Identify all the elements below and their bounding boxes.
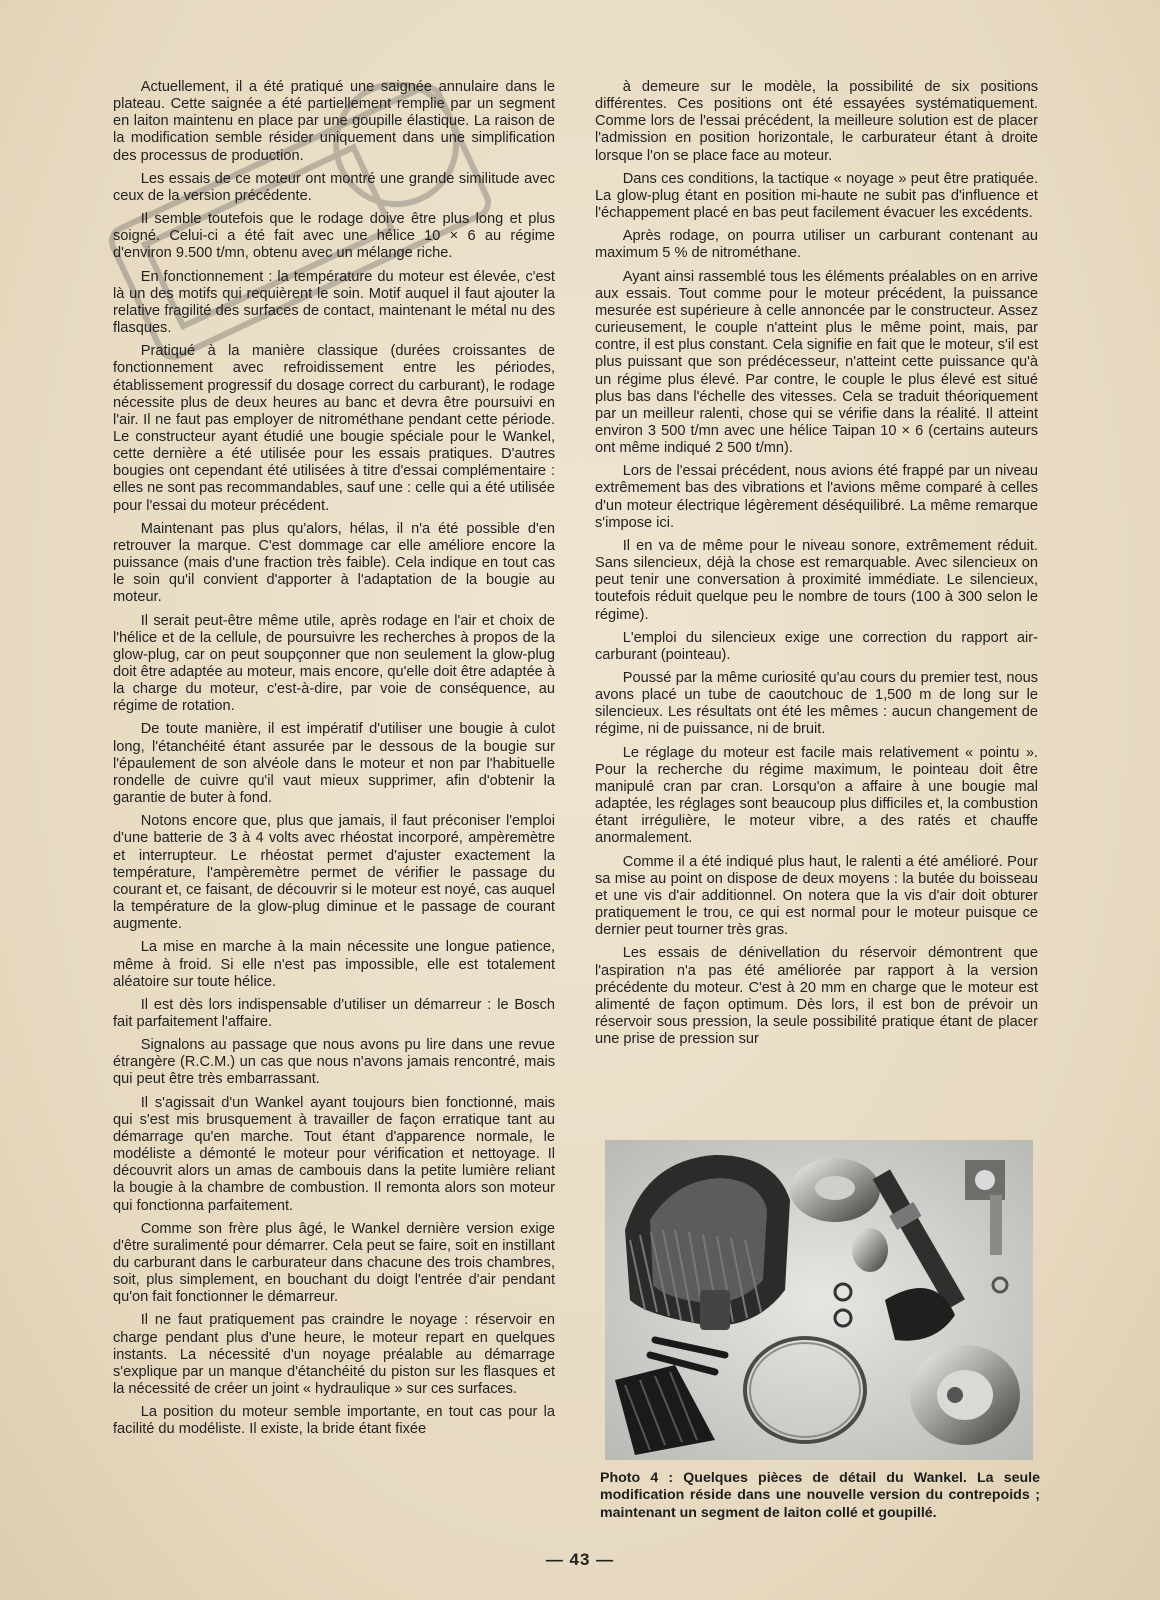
paragraph: Maintenant pas plus qu'alors, hélas, il n'a été possible d'en retrouver la marque. C'est dommage car elle améliore encore la puissance (mais d'une fraction très faible). Cela indique en tout cas le soin qu'il convient d'apporter à l'adaptation de la bougie au moteur.: [113, 520, 555, 606]
paragraph: Il est dès lors indispensable d'utiliser un démarreur : le Bosch fait parfaitement l'affaire.: [113, 996, 555, 1030]
paragraph: Il semble toutefois que le rodage doive être plus long et plus soigné. Celui-ci a été fait avec une hélice 10 × 6 au régime d'environ 9.500 t/mn, obtenu avec un mélange riche.: [113, 211, 555, 262]
photo-caption: Photo 4 : Quelques pièces de détail du Wankel. La seule modification réside dans une nouvelle version du contrepoids ; maintenant un segment de laiton collé et goupillé.: [600, 1470, 1040, 1521]
paragraph: Le réglage du moteur est facile mais relativement « pointu ». Pour la recherche du régime maximum, le pointeau doit être manipulé cran par cran. Lorsqu'on a affaire à une bougie mal adaptée, les réglages sont beaucoup plus difficiles et, la combustion étant irrégulière, le moteur vibre, a des ratés et chauffe anormalement.: [595, 744, 1038, 847]
paragraph: Il ne faut pratiquement pas craindre le noyage : réservoir en charge pendant plus d'une heure, le moteur repart en quelques instants. La nécessité d'un noyage préalable au démarrage s'explique par un manque d'étanchéité du piston sur les flasques et la nécessité de créer un joint « hydraulique » sur ces surfaces.: [113, 1312, 555, 1398]
left-column: [113, 79, 555, 1445]
paragraph: Pratiqué à la manière classique (durées croissantes de fonctionnement avec refroidissement entre les périodes, établissement progressif du dosage correct du carburant), le rodage nécessite plus de deux heures au banc et devra être poursuivi en l'air. Il ne faut pas employer de nitrométhane pendant cette période. Le constructeur ayant étudié une bougie spéciale pour le Wankel, cette dernière a été utilisée pour les essais pratiques. D'autres bougies ont cependant été utilisées à titre d'essai complémentaire : elles ne sont pas recommandables, sauf une : celle qui a été utilisée pour l'essai du moteur précédent.: [113, 343, 555, 514]
paragraph: Poussé par la même curiosité qu'au cours du premier test, nous avons placé un tube de caoutchouc de 1,500 m de long sur le silencieux. Les résultats ont été les mêmes : aucun changement de régime, ni de puissance, ni de bruit.: [595, 670, 1038, 738]
paragraph: Comme son frère plus âgé, le Wankel dernière version exige d'être suralimenté pour démarrer. Cela peut se faire, soit en instillant du carburant dans le carburateur dans chacune des trois chambres, soit, plus simplement, en bouchant du doigt l'entrée d'air pendant qu'on fait fonctionner le démarreur.: [113, 1220, 555, 1306]
paragraph: Les essais de dénivellation du réservoir démontrent que l'aspiration n'a pas été améliorée par rapport à la version précédente du moteur. C'est à 20 mm en charge que le moteur est alimenté de façon optimum. Dès lors, il est bon de prévoir un réservoir sous pression, la seule possibilité pratique étant de placer une prise de pression sur: [595, 945, 1038, 1048]
engine-parts-photo: [605, 1140, 1033, 1460]
paragraph: Notons encore que, plus que jamais, il faut préconiser l'emploi d'une batterie de 3 à 4 volts avec rhéostat incorporé, ampèremètre et interrupteur. Le rhéostat permet d'ajuster exactement la température, l'ampèremètre permet de vérifier le passage du courant et, ce faisant, de découvrir si le moteur est noyé, cas auquel la température de la glow-plug diminue et le passage de courant augmente.: [113, 813, 555, 933]
right-column: [595, 79, 1038, 1054]
paragraph: L'emploi du silencieux exige une correction du rapport air-carburant (pointeau).: [595, 629, 1038, 663]
paragraph: Les essais de ce moteur ont montré une grande similitude avec ceux de la version précédente.: [113, 170, 555, 204]
paragraph: Dans ces conditions, la tactique « noyage » peut être pratiquée. La glow-plug étant en position mi-haute ne subit pas d'influence et l'échappement placé en bas peut facilement évacuer les excédents.: [595, 170, 1038, 222]
paragraph: De toute manière, il est impératif d'utiliser une bougie à culot long, l'étanchéité étant assurée par le dessous de la bougie sur l'épaulement de son alvéole dans le moteur et non par l'habituelle rondelle de cuivre qu'il vaut mieux supprimer, afin d'obtenir la garantie de buter à fond.: [113, 721, 555, 807]
paragraph: Signalons au passage que nous avons pu lire dans une revue étrangère (R.C.M.) un cas que nous n'avons jamais rencontré, mais qui peut être très embarrassant.: [113, 1037, 555, 1088]
paragraph: à demeure sur le modèle, la possibilité de six positions différentes. Ces positions ont été essayées systématiquement. Comme lors de l'essai précédent, la meilleure solution est de placer l'admission en position horizontale, le carburateur étant à droite lorsque l'on se place face au moteur.: [595, 79, 1038, 164]
paragraph: Lors de l'essai précédent, nous avions été frappé par un niveau extrêmement bas des vibrations et l'avions même comparé à celles d'un moteur électrique légèrement déséquilibré. La même remarque s'impose ici.: [595, 463, 1038, 531]
paragraph: Ayant ainsi rassemblé tous les éléments préalables on en arrive aux essais. Tout comme pour le moteur précédent, la puissance mesurée est supérieure à celle annoncée par le constructeur. Assez curieusement, le couple n'atteint plus le même point, mais, par contre, il est plus constant. Cela signifie en fait que le moteur, s'il est plus puissant que son prédécesseur, n'atteint cette puissance qu'à un régime plus élevé. Par contre, le couple le plus élevé est situé plus bas dans l'échelle des vitesses. Cela se traduit théoriquement par un meilleur ralenti, chose qui se vérifie dans la réalité. Il atteint environ 3 500 t/mn avec une hélice Taipan 10 × 6 (certains auteurs ont même indiqué 2 500 t/mn).: [595, 268, 1038, 457]
paragraph: Actuellement, il a été pratiqué une saignée annulaire dans le plateau. Cette saignée a été partiellement remplie par un segment en laiton maintenu en place par une goupille élastique. La raison de la modification semble résider uniquement dans une simplification des processus de production.: [113, 79, 555, 164]
paragraph: Il s'agissait d'un Wankel ayant toujours bien fonctionné, mais qui s'est mis brusquement à travailler de façon erratique tant au démarrage qu'en marche. Tout étant d'apparence normale, le modéliste a démonté le moteur pour vérification et nettoyage. Il découvrit alors un amas de cambouis dans la petite lumière reliant la bougie à la chambre de combustion. Il remonta alors son moteur qui fonctionna parfaitement.: [113, 1094, 555, 1214]
page-number: — 43 —: [545, 1550, 615, 1569]
paragraph: Il serait peut-être même utile, après rodage en l'air et choix de l'hélice et de la cellule, de poursuivre les recherches à propos de la glow-plug, car on peut soupçonner que non seulement la glow-plug doit être adaptée au moteur, mais encore, qu'elle doit être adaptée à la charge du moteur, c'est-à-dire, par voie de conséquence, au régime de rotation.: [113, 612, 555, 715]
paragraph: La mise en marche à la main nécessite une longue patience, même à froid. Si elle n'est pas impossible, elle est totalement aléatoire sur toute hélice.: [113, 939, 555, 990]
paragraph: Il en va de même pour le niveau sonore, extrêmement réduit. Sans silencieux, déjà la chose est remarquable. Avec silencieux on peut tenir une conversation à proximité immédiate. Le silencieux, toutefois réduit quelque peu le nombre de tours (100 à 300 selon le régime).: [595, 537, 1038, 623]
engine-parts-icon: [605, 1140, 1033, 1460]
paragraph: En fonctionnement : la température du moteur est élevée, c'est là un des motifs qui requièrent le soin. Motif auquel il faut ajouter la relative fragilité des surfaces de contact, maintenant le métal nu des flasques.: [113, 268, 555, 337]
paragraph: Comme il a été indiqué plus haut, le ralenti a été amélioré. Pour sa mise au point on dispose de deux moyens : la butée du boisseau et une vis d'air additionnel. On notera que la vis d'air doit obturer pratiquement le trou, ce qui est normal pour le moteur puisque ce dernier peut tourner très gras.: [595, 853, 1038, 939]
paragraph: Après rodage, on pourra utiliser un carburant contenant au maximum 5 % de nitrométhane.: [595, 228, 1038, 262]
paragraph: La position du moteur semble importante, en tout cas pour la facilité du modéliste. Il existe, la bride étant fixée: [113, 1404, 555, 1438]
